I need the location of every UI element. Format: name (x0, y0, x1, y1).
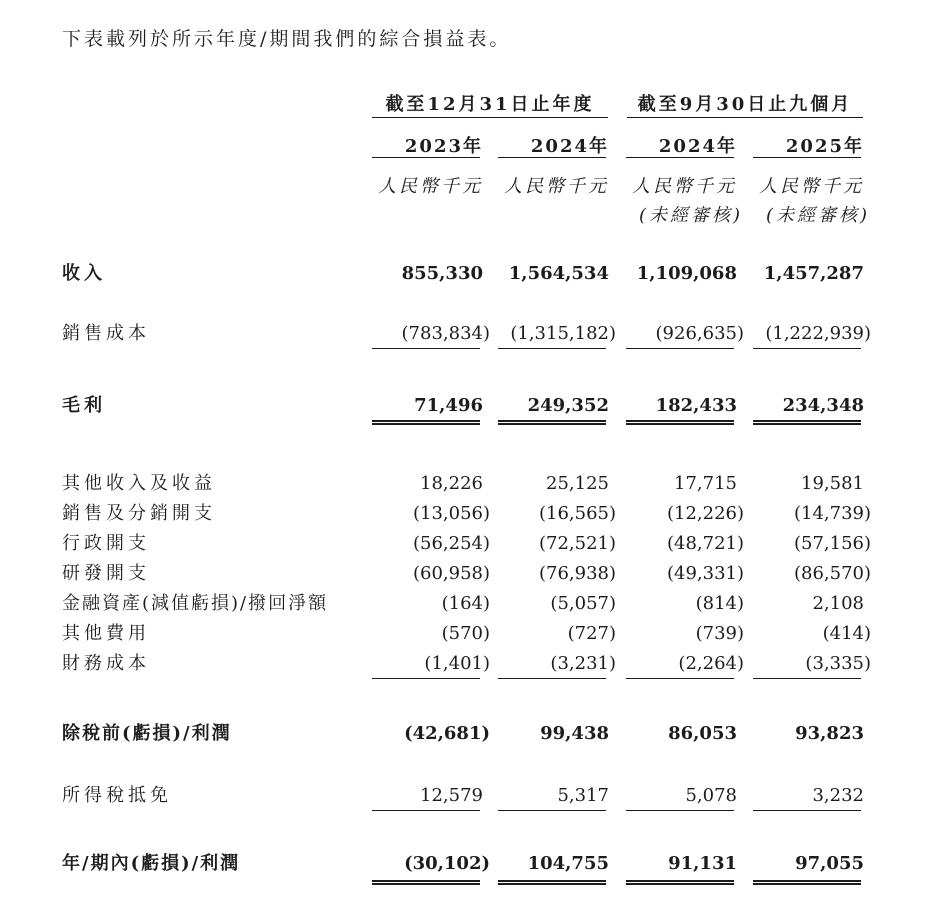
cell-cost-of-sales-9m2024: (926,635) (655, 323, 744, 344)
cell-admin-2024: (72,521) (538, 533, 616, 554)
row-label-finance-costs: 財務成本 (62, 653, 150, 674)
row-label-impairment: 金融資產(減值虧損)/撥回淨額 (62, 593, 329, 614)
cell-pbt-9m2025: 93,823 (795, 723, 864, 744)
row-label-selling-distribution: 銷售及分銷開支 (62, 503, 216, 524)
row-label-cost-of-sales: 銷售成本 (62, 323, 150, 344)
row-label-income-tax-credit: 所得稅抵免 (62, 785, 172, 806)
cell-gross-profit-9m2024: 182,433 (655, 395, 737, 416)
cell-pbt-2024: 99,438 (540, 723, 609, 744)
cell-other-exp-2023: (570) (441, 623, 490, 644)
subtotal-rule (753, 348, 861, 349)
total-double-rule (498, 880, 606, 885)
cell-revenue-2024: 1,564,534 (508, 263, 609, 284)
row-label-other-expenses: 其他費用 (62, 623, 150, 644)
cell-admin-9m2024: (48,721) (666, 533, 744, 554)
total-double-rule (498, 420, 606, 425)
subtotal-rule (372, 678, 480, 679)
cell-cost-of-sales-2023: (783,834) (401, 323, 490, 344)
cell-tax-2023: 12,579 (420, 785, 483, 806)
cell-admin-2023: (56,254) (412, 533, 490, 554)
cell-pbt-9m2024: 86,053 (668, 723, 737, 744)
cell-other-exp-9m2025: (414) (822, 623, 871, 644)
header-group-rule (372, 117, 608, 118)
header-group-year-ended: 截至12月31日止年度 (385, 94, 595, 115)
cell-cost-of-sales-2024: (1,315,182) (510, 323, 616, 344)
subtotal-rule (372, 810, 480, 811)
row-label-other-income: 其他收入及收益 (62, 473, 216, 494)
cell-net-2023: (30,102) (404, 853, 490, 874)
cell-gross-profit-2024: 249,352 (527, 395, 609, 416)
cell-finance-2024: (3,231) (550, 653, 616, 674)
cell-selling-9m2024: (12,226) (666, 503, 744, 524)
year-header-2023: 2023年 (404, 136, 483, 157)
cell-tax-9m2025: 3,232 (812, 785, 864, 806)
cell-other-income-9m2025: 19,581 (801, 473, 864, 494)
cell-other-income-2023: 18,226 (420, 473, 483, 494)
subtotal-rule (626, 348, 734, 349)
cell-impairment-9m2025: 2,108 (812, 593, 864, 614)
cell-gross-profit-9m2025: 234,348 (782, 395, 864, 416)
subtotal-rule (626, 810, 734, 811)
cell-revenue-2023: 855,330 (401, 263, 483, 284)
total-double-rule (372, 420, 480, 425)
cell-revenue-9m2024: 1,109,068 (636, 263, 737, 284)
header-group-nine-months: 截至9月30日止九個月 (637, 94, 853, 115)
unaudited-label: (未經審核) (765, 205, 870, 226)
cell-rd-9m2024: (49,331) (666, 563, 744, 584)
cell-rd-2024: (76,938) (538, 563, 616, 584)
row-label-administrative: 行政開支 (62, 533, 150, 554)
subtotal-rule (372, 348, 480, 349)
cell-net-9m2024: 91,131 (668, 853, 737, 874)
total-double-rule (753, 420, 861, 425)
intro-text: 下表載列於所示年度/期間我們的綜合損益表。 (62, 28, 512, 50)
cell-net-2024: 104,755 (527, 853, 609, 874)
row-label-net-profit: 年/期內(虧損)/利潤 (62, 853, 241, 874)
year-rule (626, 157, 734, 158)
subtotal-rule (626, 678, 734, 679)
cell-tax-9m2024: 5,078 (685, 785, 737, 806)
cell-admin-9m2025: (57,156) (793, 533, 871, 554)
subtotal-rule (498, 810, 606, 811)
cell-pbt-2023: (42,681) (404, 723, 490, 744)
total-double-rule (626, 420, 734, 425)
row-label-revenue: 收入 (62, 263, 106, 284)
subtotal-rule (498, 678, 606, 679)
year-header-2025-nine-months: 2025年 (785, 136, 864, 157)
row-label-profit-before-tax: 除稅前(虧損)/利潤 (62, 723, 232, 744)
unit-label: 人民幣千元 (759, 176, 864, 197)
year-header-2024: 2024年 (530, 136, 609, 157)
cell-finance-2023: (1,401) (424, 653, 490, 674)
cell-other-exp-2024: (727) (567, 623, 616, 644)
unit-label: 人民幣千元 (378, 176, 483, 197)
cell-cost-of-sales-9m2025: (1,222,939) (765, 323, 871, 344)
total-double-rule (372, 880, 480, 885)
cell-selling-2024: (16,565) (538, 503, 616, 524)
cell-impairment-9m2024: (814) (695, 593, 744, 614)
year-header-2024-nine-months: 2024年 (658, 136, 737, 157)
header-group-rule (627, 117, 863, 118)
row-label-gross-profit: 毛利 (62, 395, 106, 416)
year-rule (372, 157, 480, 158)
cell-gross-profit-2023: 71,496 (414, 395, 483, 416)
row-label-research-development: 研發開支 (62, 563, 150, 584)
total-double-rule (753, 880, 861, 885)
cell-rd-9m2025: (86,570) (793, 563, 871, 584)
subtotal-rule (498, 348, 606, 349)
unit-label: 人民幣千元 (632, 176, 737, 197)
cell-other-income-2024: 25,125 (546, 473, 609, 494)
total-double-rule (626, 880, 734, 885)
cell-other-exp-9m2024: (739) (695, 623, 744, 644)
cell-net-9m2025: 97,055 (795, 853, 864, 874)
subtotal-rule (753, 678, 861, 679)
cell-other-income-9m2024: 17,715 (674, 473, 737, 494)
unit-label: 人民幣千元 (504, 176, 609, 197)
cell-selling-9m2025: (14,739) (793, 503, 871, 524)
cell-impairment-2024: (5,057) (550, 593, 616, 614)
unaudited-label: (未經審核) (638, 205, 743, 226)
cell-tax-2024: 5,317 (557, 785, 609, 806)
cell-finance-9m2025: (3,335) (805, 653, 871, 674)
cell-rd-2023: (60,958) (412, 563, 490, 584)
subtotal-rule (753, 810, 861, 811)
year-rule (753, 157, 861, 158)
year-rule (498, 157, 606, 158)
cell-finance-9m2024: (2,264) (678, 653, 744, 674)
cell-impairment-2023: (164) (441, 593, 490, 614)
cell-selling-2023: (13,056) (412, 503, 490, 524)
cell-revenue-9m2025: 1,457,287 (763, 263, 864, 284)
